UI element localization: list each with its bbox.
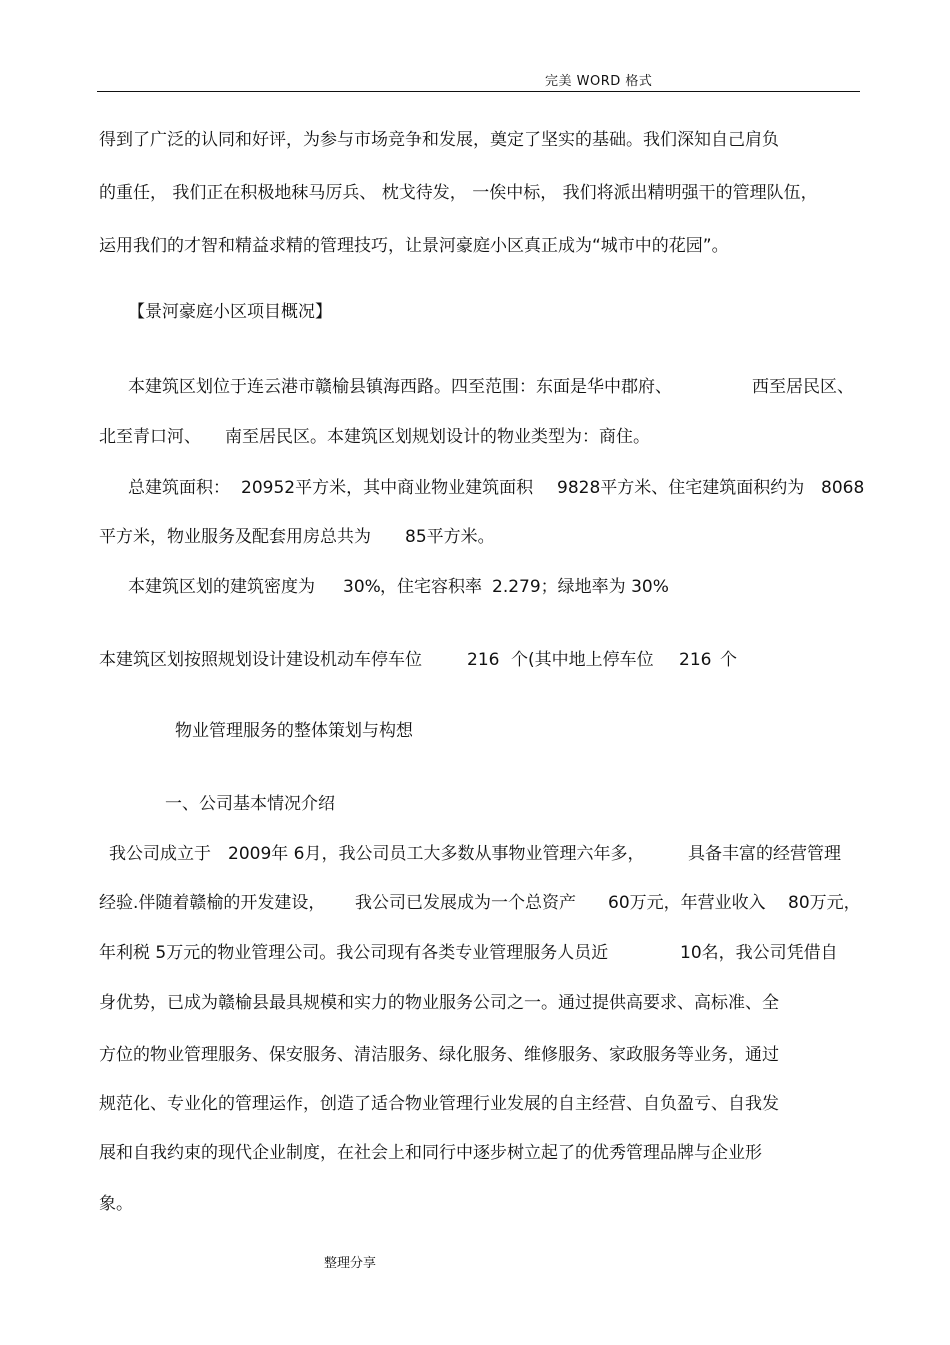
location-line-1b: 西至居民区、 — [752, 377, 854, 397]
area-line-1d: 8068 — [821, 478, 865, 498]
density-a: 本建筑区划的建筑密度为 — [128, 577, 315, 597]
page-header-title: 完美 WORD 格式 — [545, 74, 653, 89]
area-line-1a: 总建筑面积： — [128, 478, 230, 498]
header-divider — [97, 91, 860, 92]
area-line-2b: 85平方米。 — [405, 527, 495, 547]
company-line-2c: 60万元，年营业收入 — [608, 893, 766, 913]
parking-a: 本建筑区划按照规划设计建设机动车停车位 — [99, 650, 422, 670]
company-line-6: 规范化、专业化的管理运作，创造了适合物业管理行业发展的自主经营、自负盈亏、自我发 — [99, 1094, 779, 1114]
page-footer: 整理分享 — [324, 1256, 377, 1271]
subsection-title: 一、公司基本情况介绍 — [165, 794, 335, 814]
location-line-2b: 南至居民区。本建筑区划规划设计的物业类型为：商住。 — [225, 427, 650, 447]
location-line-2a: 北至青口河、 — [99, 427, 201, 447]
parking-e: 个 — [720, 650, 737, 670]
company-line-1a: 我公司成立于 — [109, 844, 211, 864]
company-line-1b: 2009年 6月，我公司员工大多数从事物业管理六年多， — [228, 844, 645, 864]
company-line-3a: 年利税 5万元的物业管理公司。我公司现有各类专业管理服务人员近 — [99, 943, 609, 963]
company-line-2a: 经验.伴随着赣榆的开发建设， — [99, 893, 326, 913]
company-line-8: 象。 — [99, 1194, 133, 1214]
density-b: 30% — [343, 577, 381, 597]
area-line-1c: 9828平方米、住宅建筑面积约为 — [557, 478, 805, 498]
company-line-2b: 我公司已发展成为一个总资产 — [355, 893, 576, 913]
area-line-2a: 平方米，物业服务及配套用房总共为 — [99, 527, 371, 547]
company-line-2d: 80万元， — [788, 893, 861, 913]
parking-d: 216 — [679, 650, 712, 670]
intro-line-2: 的重任， 我们正在积极地秣马厉兵、 枕戈待发， 一俟中标， 我们将派出精明强干的管理队伍， — [99, 183, 818, 203]
density-d: 2.279；绿地率为 30% — [492, 577, 669, 597]
company-line-7: 展和自我约束的现代企业制度，在社会上和同行中逐步树立起了的优秀管理品牌与企业形 — [99, 1143, 762, 1163]
company-line-5: 方位的物业管理服务、保安服务、清洁服务、绿化服务、维修服务、家政服务等业务，通过 — [99, 1045, 779, 1065]
company-line-3b: 10名，我公司凭借自 — [680, 943, 838, 963]
parking-b: 216 — [467, 650, 500, 670]
company-line-1c: 具备丰富的经营管理 — [688, 844, 841, 864]
density-c: ，住宅容积率 — [380, 577, 482, 597]
area-line-1b: 20952平方米，其中商业物业建筑面积 — [241, 478, 534, 498]
parking-c: 个(其中地上停车位 — [511, 650, 654, 670]
intro-line-1: 得到了广泛的认同和好评，为参与市场竞争和发展，奠定了坚实的基础。我们深知自己肩负 — [99, 130, 779, 150]
project-heading: 【景河豪庭小区项目概况】 — [128, 302, 332, 322]
company-line-4: 身优势，已成为赣榆县最具规模和实力的物业服务公司之一。通过提供高要求、高标准、全 — [99, 993, 779, 1013]
section-title: 物业管理服务的整体策划与构想 — [175, 721, 413, 741]
intro-line-3: 运用我们的才智和精益求精的管理技巧，让景河豪庭小区真正成为“城市中的花园”。 — [99, 236, 729, 256]
location-line-1a: 本建筑区划位于连云港市赣榆县镇海西路。四至范围：东面是华中郡府、 — [128, 377, 672, 397]
